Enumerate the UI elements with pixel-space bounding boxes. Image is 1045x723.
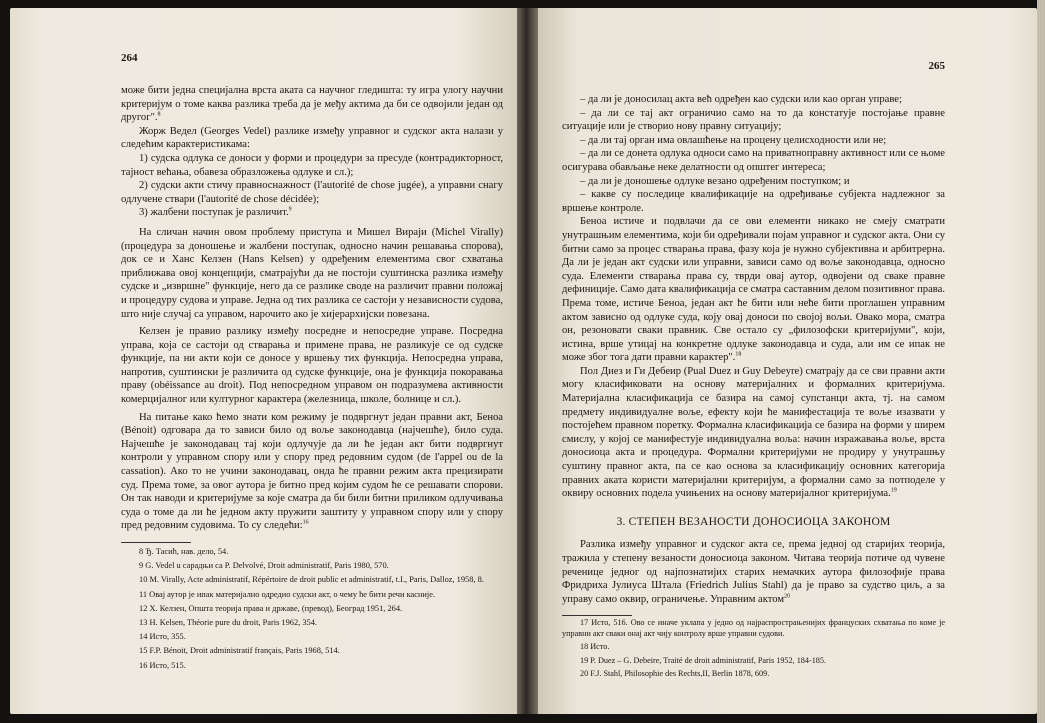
footnote: 8 Ђ. Тасић, нав. дело, 54. [139, 547, 229, 556]
footnote: 17 Исто, 516. Ово се иначе уклапа у једно од најраспрострањенијих француских схватања по коме је управни акт сваки онај акт чију контролу врше управни судови. [562, 618, 945, 638]
left-page-body [121, 84, 503, 673]
footnote: 19 P. Duez – G. Debeire, Traité de droit administratif, Paris 1952, 184-185. [580, 655, 827, 665]
list-item: 1) судска одлука се доноси у форми и процедури за пресуде (контрадикторност, тајност већања, обавеза образложења одлуке и сл.); [121, 152, 503, 178]
left-page [10, 8, 517, 714]
list-item: 2) судски акти стичу правноснажност (l'autorité de chose jugée), а управни снагу одлучене ствари (l'autorité de chose décidée); [121, 180, 503, 205]
footnote: 12 Х. Келзен, Општа теорија права и државе, (превод), Београд 1951, 264. [139, 603, 403, 613]
list-item: 3) жалбени поступак је различит.$^9$ [139, 206, 292, 219]
footnote: 9 G. Vedel u сарадњи са P. Delvolvé, Droit administratif, Paris 1980, 570. [139, 561, 389, 571]
footnote: 13 H. Kelsen, Théorie pure du droit, Paris 1962, 354. [139, 618, 318, 628]
footnote: 10 M. Virally, Acte administratif, Répértoire de droit public et administratif, t.I., Paris, Dalloz, 1958, 8. [139, 575, 484, 585]
footnote: 18 Исто. [580, 642, 610, 652]
footnote: 14 Исто, 355. [139, 632, 186, 642]
paragraph: Беноа истиче и подвлачи да се ови елементи никако не смеју сматрати унутрашњим елементима, који би одређивали појам управног и судског акта. Они су битни само за процес стварања права, фазу која је нужно субјективна и арбитрерна. Да ли је један акт судски или управни, зависи само од воље законодавца, односно суда. Елементи стварања права су, тврди овај аутор, одвојени од сваке правне дефиниције. Само дата квалификација се сматра саставним делом позитивног права. Према томе, истиче Беноа, један акт ће бити или неће бити проглашен управним актом зависно од одлуке суда, коју овај доноси по својој вољи. Овако мора, сматра он, резоновати сваки правник. Све остало су „филозофски критеријуми", који, истина, врше утицај на конкретне одлуке законодавца и суда, али им се ипак не може због тога дати правни карактер".$^{18}$ [562, 216, 945, 364]
paragraph: Пол Диез и Ги Дебеир (Pual Duez и Guy Debeyre) сматрају да се сви правни акти могу класификовати на основу материјалних и формалних критеријума. Материјална класификација се базира на самој супстанци акта, тј. на самом предмету индивидуалне воље, ефекту који ће манифестација те воље изазвати у постојећем правном поретку. Формална класификација се базира на форми у ширем смислу, у којој се манифестује индивидуална воља: начин изражавања воље, врста доносиоца акта и процедура. Формални критеријуми не продиру у унутрашњу суштину правног акта, па се као основа за класификацију основних категорија правних аката користи материјални критеријум, а формални само за потподеле у оквиру основних подела учињених на основу материјалног критеријума.$^{19}$ [562, 365, 945, 500]
page-edges [1037, 0, 1045, 723]
paragraph: Разлика између управног и судског акта се, према једној од старијих теорија, тражила у степену везаности доносиоца законом. Читава теорија потиче од чувене реченице једног од најпознатијих старих немачких аутора филозофије права Фридриха Јулиуса Штала (Friedrich Julius Stahl) да је право за судство циљ, а за управу само оквир, ограничење. Управним актом$^{20}$ [562, 539, 945, 605]
list-item: – да ли је доношење одлуке везано одређеним поступком; и [580, 175, 850, 187]
list-item: – да ли се тај акт ограничио само на то да констатује постојање правне ситуације или је створио нову правну ситуацију; [562, 107, 945, 133]
paragraph: може бити једна специјална врста аката са научног гледишта: ту игра улогу научни критеријум о томе каква разлика треба да је међу актима да би се одвојили један од другог".$^8$ [121, 85, 503, 124]
page-number: 264 [121, 52, 138, 64]
footnote: 20 F.J. Stahl, Philosophie des Rechts,II, Berlin 1878, 609. [580, 669, 770, 679]
list-item: – какве су последице квалификације на одређивање субјекта надлежног за вршење контроле. [562, 189, 945, 214]
right-page [538, 8, 1037, 714]
section-heading: 3. СТЕПЕН ВЕЗАНОСТИ ДОНОСИОЦА ЗАКОНОМ [616, 514, 891, 528]
page-number: 265 [928, 60, 945, 72]
list-item: – да ли се донета одлука односи само на приватноправну активност или се њоме осигурава обављање неке делатности од општег интереса; [562, 148, 945, 173]
footnote-rule [121, 542, 191, 543]
paragraph: На питање како ћемо знати ком режиму је подвргнут један правни акт, Беноа (Bénoit) одговара да то зависи било од воље законодавца (најчешће), било суда. Најчешће је законодавац тај који одлучује да ли ће један акт бити подвргнут контроли у управном спору или у спору пред редовним судом (de l'appel ou de la cassation). Ако то не учини законодавац, онда ће правни режим акта прецизирати суд. Према томе, за овог аутора је битно пред којим судом ће се решавати спорови. Он так наводи и критеријуме за које сматра да би били битни приликом одлучивања суда о томе да ли ће једном акту пружити заштиту у управном спору или у спору пред редовним судовима. То су следећи:$^{16}$ [121, 411, 503, 532]
list-item: – да ли тај орган има овлашћење на процену целисходности или не; [580, 134, 887, 146]
paragraph: Келзен је правио разлику између посредне и непосредне управе. Посредна управа, која се састоји од стварања и примене права, не разликује се од судске функције, па ни акти који се доносе у вршењу тих функција. Непосредна управа, напротив, суштински је различита од судске функције, она је функција покоравања праву (obéissance au droit). Под непосредном управом он подразумева активности комерцијалног или културног карактера (железница, школе, болнице и сл.). [121, 326, 503, 406]
paragraph: Жорж Ведел (Georges Vedel) разликe између управног и судског акта налази у следећим карактеристикама: [121, 125, 503, 151]
footnote: 15 F.P. Bénoit, Droit administratif français, Paris 1968, 514. [139, 646, 340, 656]
right-page-body [562, 93, 945, 680]
footnote-rule [562, 615, 632, 616]
paragraph: На сличан начин овом проблему приступа и Мишел Вираји (Michel Virally) (процедура за доношење и жалбени поступак, односно начин решавања спорова), док се и Ханс Келзен (Hans Kelsen) у одређеним елементима свог схватања приближава овој концепцији, сматрајући да не постоји суштинска разлика између судске и „извршне" функције, него да се разлике своде на различит правни положај и процедуру судова и управе. Једна од тих разлика се састоји у независности судова, што није случај са управом, нарочито ако је хијерархијски повезана. [121, 226, 503, 320]
list-item: – да ли је доносилац акта већ одређен као судски или као орган управе; [580, 94, 902, 105]
footnote: 11 Овај аутор је ипак материјално одредио судски акт, о чему ће бити речи касније. [139, 589, 436, 599]
footnote: 16 Исто, 515. [139, 660, 186, 670]
book-gutter [517, 8, 538, 714]
